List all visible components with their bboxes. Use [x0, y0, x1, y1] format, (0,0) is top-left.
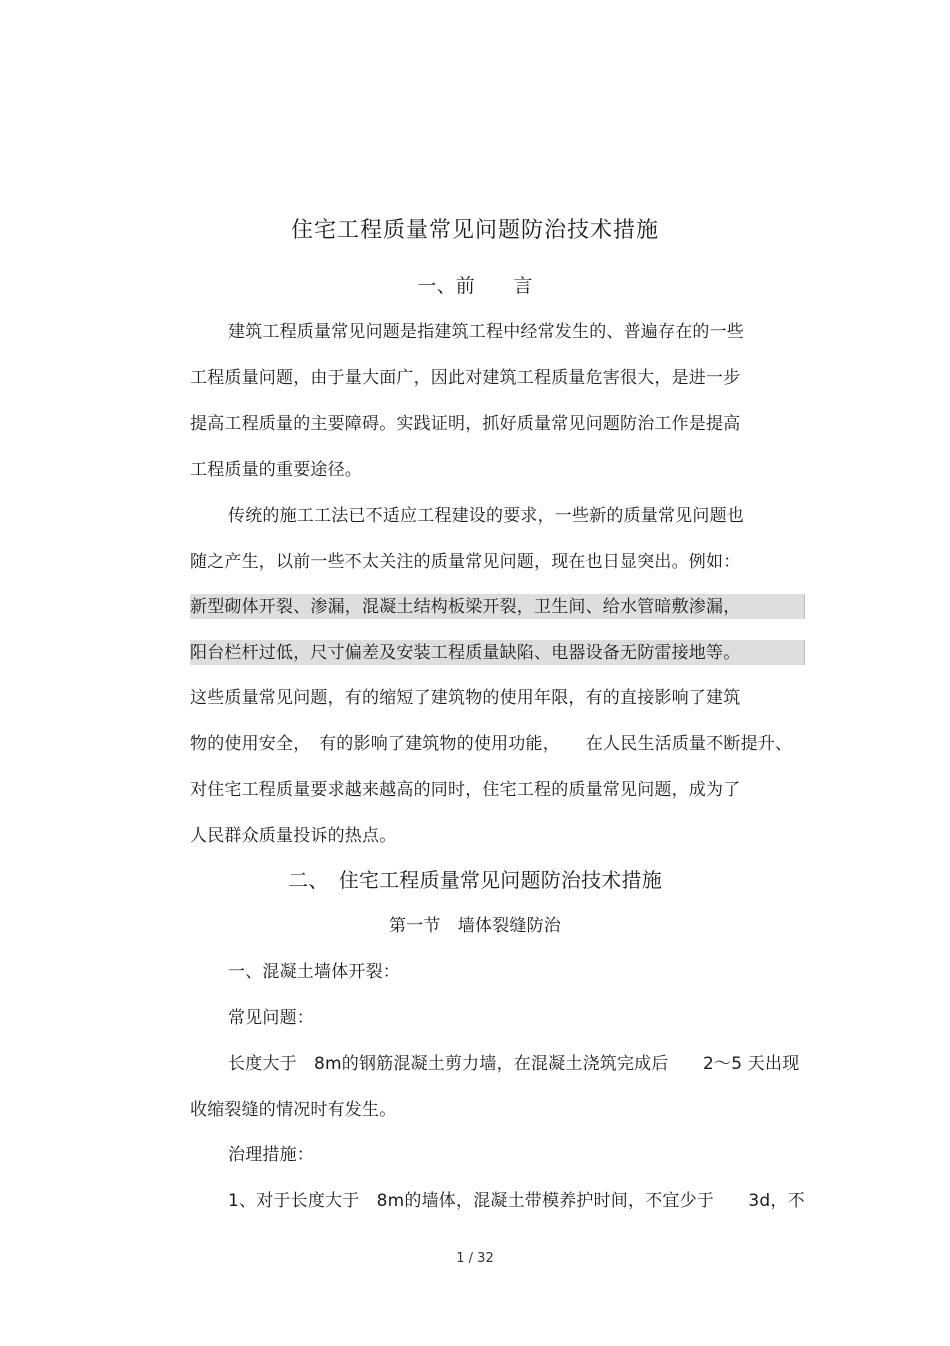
subsection-heading: 第一节 墙体裂缝防治	[389, 916, 561, 936]
paragraph-line: 物的使用安全， 有的影响了建筑物的使用功能， 在人民生活质量不断提升、	[190, 734, 793, 754]
item-heading: 一、混凝土墙体开裂：	[228, 962, 400, 982]
treatment-label: 治理措施：	[228, 1145, 314, 1165]
paragraph-line: 传统的施工工法已不适应工程建设的要求，一些新的质量常见问题也	[228, 506, 744, 526]
paragraph-line: 人民群众质量投诉的热点。	[190, 826, 397, 846]
paragraph-line: 随之产生，以前一些不太关注的质量常见问题，现在也日显突出。例如：	[190, 552, 741, 572]
highlighted-line: 新型砌体开裂、渗漏，混凝土结构板梁开裂，卫生间、给水管暗敷渗漏，	[190, 597, 741, 617]
paragraph-line: 收缩裂缝的情况时有发生。	[190, 1100, 397, 1120]
document-title: 住宅工程质量常见问题防治技术措施	[290, 218, 659, 243]
paragraph-line: 工程质量的重要途径。	[190, 460, 362, 480]
section-heading-preface: 一、前 言	[417, 275, 533, 297]
paragraph-line: 长度大于 8m的钢筋混凝土剪力墙，在混凝土浇筑完成后 2～5 天出现	[228, 1054, 800, 1074]
paragraph-line: 工程质量问题，由于量大面广，因此对建筑工程质量危害很大，是进一步	[190, 368, 741, 388]
paragraph-line: 提高工程质量的主要障碍。实践证明，抓好质量常见问题防治工作是提高	[190, 414, 741, 434]
paragraph-line: 对住宅工程质量要求越来越高的同时，住宅工程的质量常见问题，成为了	[190, 780, 741, 800]
measure-line: 1、对于长度大于 8m的墙体，混凝土带模养护时间，不宜少于 3d，不	[228, 1191, 805, 1211]
section-heading-measures: 二、 住宅工程质量常见问题防治技术措施	[288, 868, 662, 892]
common-problem-label: 常见问题：	[228, 1008, 314, 1028]
page-number: 1 / 32	[456, 1251, 494, 1266]
highlighted-line: 阳台栏杆过低，尺寸偏差及安装工程质量缺陷、电器设备无防雷接地等。	[190, 643, 741, 663]
paragraph-line: 这些质量常见问题，有的缩短了建筑物的使用年限，有的直接影响了建筑	[190, 688, 741, 708]
paragraph-line: 建筑工程质量常见问题是指建筑工程中经常发生的、普遍存在的一些	[228, 322, 744, 342]
